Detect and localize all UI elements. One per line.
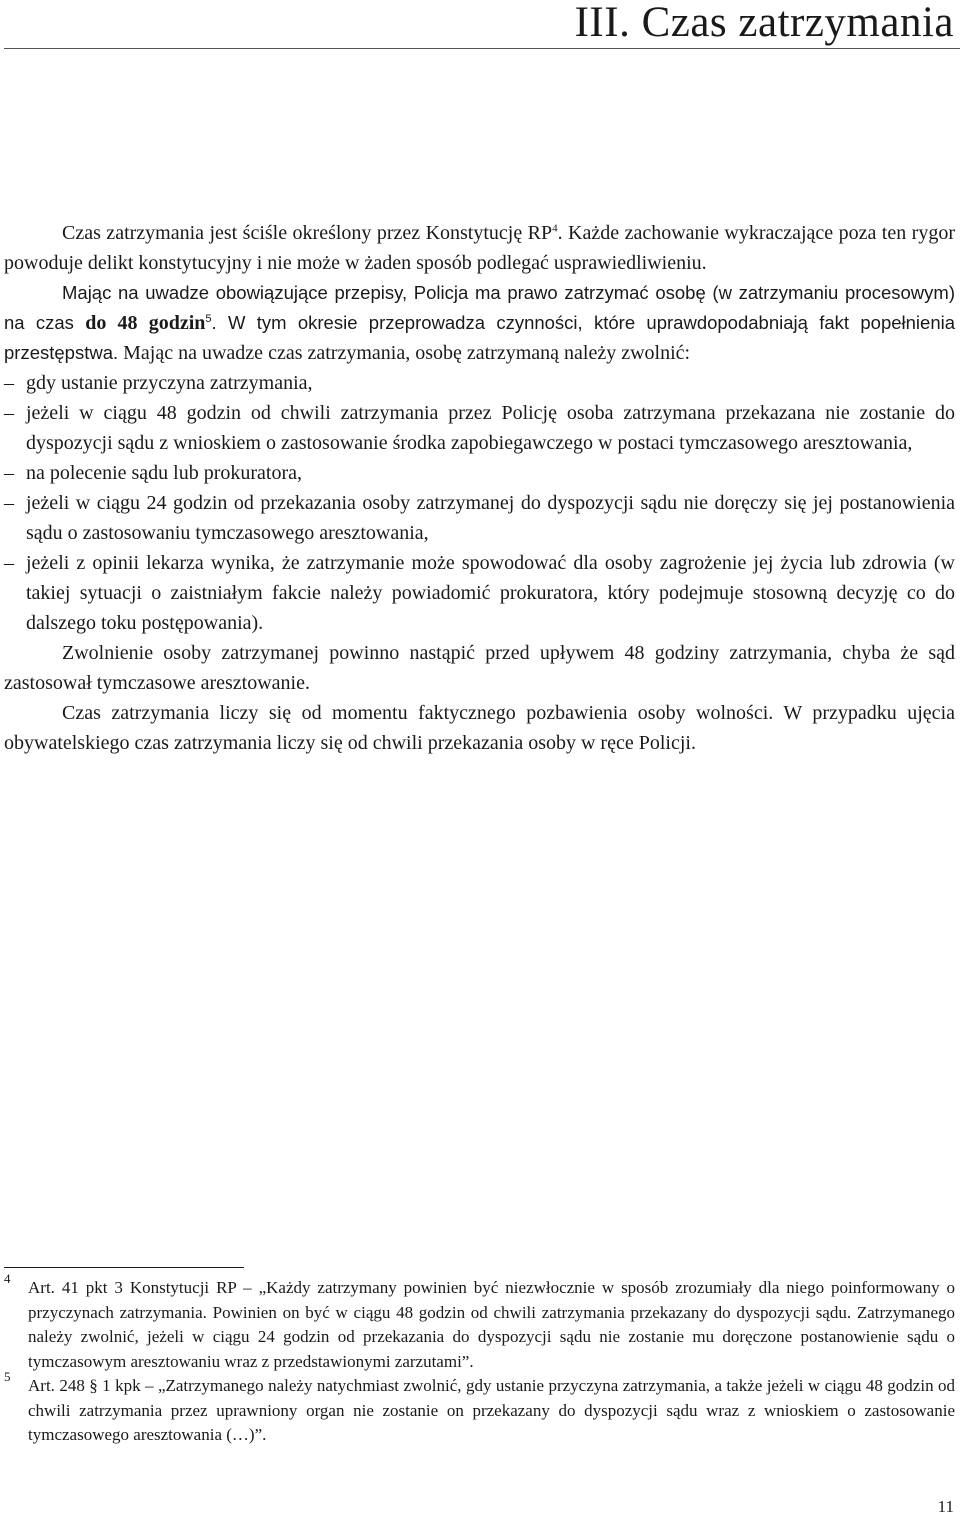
paragraph-release-deadline: Zwolnienie osoby zatrzymanej powinno nastąpić przed upływem 48 godziny zatrzymania, chyba że sąd zastosował tymczasowe aresztowanie. [4, 642, 955, 694]
page-number: 11 [937, 1497, 954, 1516]
bold-term: do 48 godzin [85, 312, 206, 334]
footnote-number: 4 [4, 1271, 11, 1286]
paragraph-detention-start: Czas zatrzymania liczy się od momentu faktycznego pozbawienia osoby wolności. W przypadku ujęcia obywatelskiego czas zatrzymania liczy się od chwili przekazania osoby w ręce Policji. [4, 702, 955, 754]
paragraph-text: . Każde zachowanie wykraczające poza ten rygor powoduje delikt konstytucyjny i nie może w żaden sposób podlegać usprawiedliwieniu. [4, 222, 955, 274]
footnote-5 [4, 1369, 955, 1448]
paragraph-text: Mając na uwadze czas zatrzymania, osobę zatrzymaną należy zwolnić: [118, 342, 691, 364]
release-conditions-list [4, 368, 955, 638]
list-item: – gdy ustanie przyczyna zatrzymania, [4, 368, 955, 398]
paragraph-constitution [4, 218, 955, 278]
footnote-rule [4, 1267, 244, 1268]
footnote-4 [4, 1271, 955, 1374]
paragraph-text: Czas zatrzymania jest ściśle określony przez Konstytucję RP [62, 222, 553, 244]
footnotes [4, 1271, 955, 1448]
footnote-text: Art. 248 § 1 kpk – „Zatrzymanego należy natychmiast zwolnić, gdy ustanie przyczyna zatrzymania, a także jeżeli w ciągu 48 godzin od chwili zatrzymania przez uprawniony organ nie zostanie on przekazany do dyspozycji sądu wraz z wnioskiem o zastosowanie tymczasowego aresztowania (…)”. [28, 1376, 955, 1444]
list-item: – na polecenie sądu lub prokuratora, [4, 458, 955, 488]
title-rule [4, 48, 960, 49]
chapter-title: III. Czas zatrzymania [574, 0, 954, 46]
main-text [4, 218, 955, 758]
footnote-ref-5[interactable]: 5 [205, 312, 212, 325]
paragraph-text: Mając na uwadze obowiązujące przepisy, Policja ma prawo zatrzymać osobę (w zatrzymaniu procesowym) na czas [4, 282, 955, 333]
list-item: – jeżeli w ciągu 24 godzin od przekazania osoby zatrzymanej do dyspozycji sądu nie doręczy się jej postanowienia sądu o zastosowaniu tymczasowego aresztowania, [4, 488, 955, 548]
footnote-text: Art. 41 pkt 3 Konstytucji RP – „Każdy zatrzymany powinien być niezwłocznie w sposób zrozumiały dla niego poinformowany o przyczynach zatrzymania. Powinien on być w ciągu 48 godzin od chwili zatrzymania przekazany do dyspozycji sądu. Zatrzymanego należy zwolnić, jeżeli w ciągu 24 godzin od przekazania do dyspozycji sądu nie zostanie mu doręczone postanowienie sądu o tymczasowym aresztowaniu wraz z przedstawionymi zarzutami”. [28, 1278, 955, 1371]
list-item: – jeżeli w ciągu 48 godzin od chwili zatrzymania przez Policję osoba zatrzymana przekazana nie zostanie do dyspozycji sądu z wnioskiem o zastosowanie środka zapobiegawczego w postaci tymczasowego aresztowania, [4, 398, 955, 458]
list-item: – jeżeli z opinii lekarza wynika, że zatrzymanie może spowodować dla osoby zagrożenie jej życia lub zdrowia (w takiej sytuacji o zaistniałym fakcie należy powiadomić prokuratora, który podejmuje stosowną decyzję co do dalszego toku postępowania). [4, 548, 955, 638]
paragraph-police-rights [4, 278, 955, 368]
footnote-ref-4[interactable]: 4 [552, 222, 558, 235]
footnote-number: 5 [4, 1369, 11, 1384]
paragraph-text: . W tym okresie przeprowadza czynności, które uprawdopodabniają fakt popełnienia przestępstwa. [4, 312, 956, 363]
